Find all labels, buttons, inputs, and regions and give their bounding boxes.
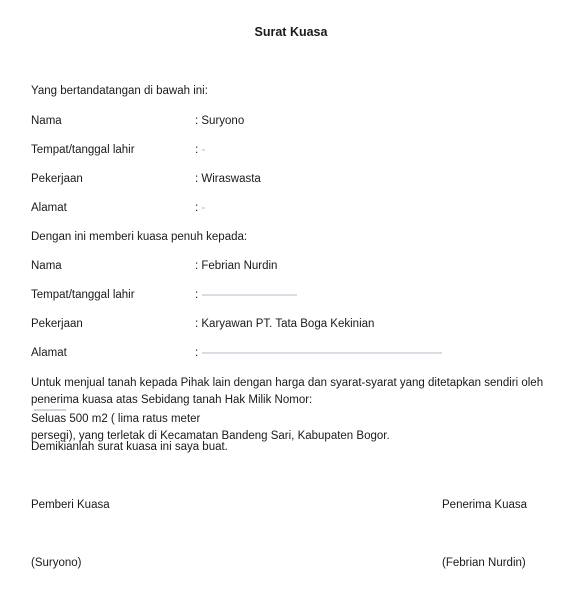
grantee-name-value: : Febrian Nurdin [195, 260, 278, 272]
grantor-address-field [195, 202, 205, 214]
body-line-3: persegi), yang terletak di Kecamatan Bandeng Sari, Kabupaten Bogor. [31, 430, 390, 442]
grantor-birth-label: Tempat/tanggal lahir [31, 144, 135, 156]
body-line-2 [31, 392, 551, 428]
redaction-mark [202, 149, 205, 151]
redaction-mark [202, 294, 297, 296]
grantor-address-value: : [195, 202, 199, 214]
redaction-mark [202, 352, 442, 354]
grantee-signature-role: Penerima Kuasa [442, 499, 528, 511]
grantee-birth-field [195, 289, 297, 301]
grantor-birth-field [195, 144, 205, 156]
grantee-job-value: : Karyawan PT. Tata Boga Kekinian [195, 318, 375, 330]
grantee-address-field [195, 347, 442, 359]
grantor-job-value: : Wiraswasta [195, 173, 261, 185]
transition-text: Dengan ini memberi kuasa penuh kepada: [31, 231, 248, 243]
body-line-2-start: penerima kuasa atas Sebidang tanah Hak Milik Nomor: [31, 394, 313, 406]
grantor-name-value: : Suryono [195, 115, 245, 127]
closing-text: Demikianlah surat kuasa ini saya buat. [31, 441, 228, 453]
body-line-1: Untuk menjual tanah kepada Pihak lain dengan harga dan syarat-syarat yang ditetapkan sendiri oleh [31, 377, 544, 389]
grantee-job-label: Pekerjaan [31, 318, 83, 330]
grantee-birth-label: Tempat/tanggal lahir [31, 289, 135, 301]
grantee-address-label: Alamat [31, 347, 67, 359]
document-title: Surat Kuasa [254, 25, 328, 39]
redaction-mark [202, 207, 205, 209]
grantor-address-label: Alamat [31, 202, 67, 214]
grantor-job-label: Pekerjaan [31, 173, 83, 185]
grantee-address-value: : [195, 347, 199, 359]
intro-text: Yang bertandatangan di bawah ini: [31, 85, 208, 97]
grantor-birth-value: : [195, 144, 199, 156]
grantee-name-label: Nama [31, 260, 62, 272]
grantee-signature-name: (Febrian Nurdin) [442, 557, 526, 569]
grantor-signature-name: (Suryono) [31, 557, 82, 569]
grantor-name-label: Nama [31, 115, 62, 127]
grantee-birth-value: : [195, 289, 199, 301]
grantor-signature-role: Pemberi Kuasa [31, 499, 110, 511]
body-paragraph [31, 375, 551, 445]
body-line-2-end: Seluas 500 m2 ( lima ratus meter [31, 413, 201, 425]
